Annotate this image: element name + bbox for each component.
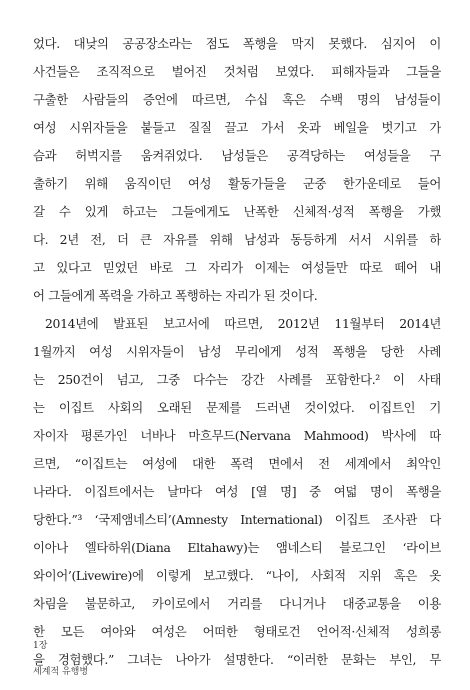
body-line: 는 이집트 사회의 오래된 문제를 드러낸 것이었다. 이집트인 기 — [33, 400, 441, 415]
body-line: 을 경험했다.” 그녀는 나아가 설명한다. “이러한 문화는 부인, 무 — [33, 652, 441, 667]
body-line: 사건들은 조직적으로 벌어진 것처럼 보였다. 피해자들과 그들을 — [33, 64, 441, 79]
paragraph-first-line: 2014년에 발표된 보고서에 따르면, 2012년 11월부터 2014년 — [45, 316, 441, 331]
body-line: 었다. 대낮의 공공장소라는 점도 폭행을 막지 못했다. 심지어 이 — [33, 36, 441, 51]
body-line: 고 있다고 믿었던 바로 그 자리가 이제는 여성들만 따로 떼어 내 — [33, 260, 441, 275]
body-line: 다. 2년 전, 더 큰 자유를 위해 남성과 동등하게 서서 시위를 하 — [33, 232, 441, 247]
body-line: 어 그들에게 폭력을 가하고 폭행하는 자리가 된 것이다. — [33, 288, 318, 303]
body-line: 와이어’(Livewire)에 이렇게 보고했다. “나이, 사회적 지위 혹은 옷 — [33, 568, 441, 583]
body-line: 구출한 사람들의 증언에 따르면, 수십 혹은 수백 명의 남성들이 — [33, 92, 441, 107]
body-line: 는 250건이 넘고, 그중 다수는 강간 사례를 포함한다.² 이 사태 — [33, 372, 441, 387]
body-line: 당한다.”³ ‘국제앰네스티’(Amnesty International) 이집트 조사관 다 — [33, 512, 441, 527]
body-line: 나라다. 이집트에서는 날마다 여성 [열 명] 중 여덟 명이 폭행을 — [33, 484, 441, 499]
footer-running-title: 세계적 유행병 — [33, 667, 89, 677]
body-line: 차림을 불문하고, 카이로에서 거리를 다니거나 대중교통을 이용 — [33, 596, 441, 611]
body-line: 자이자 평론가인 너바나 마흐무드(Nervana Mahmood) 박사에 따 — [33, 428, 441, 443]
footer-chapter: 1장 — [33, 641, 48, 651]
body-line: 르면, “이집트는 여성에 대한 폭력 면에서 전 세계에서 최악인 — [33, 456, 441, 471]
body-line: 1월까지 여성 시위자들이 남성 무리에게 성적 폭행을 당한 사례 — [33, 344, 441, 359]
body-line: 슴과 허벅지를 움켜쥐었다. 남성들은 공격당하는 여성들을 구 — [33, 148, 441, 163]
body-line: 여성 시위자들을 붙들고 질질 끌고 가서 옷과 베일을 벗기고 가 — [33, 120, 441, 135]
body-line: 출하기 위해 움직이던 여성 활동가들을 군중 한가운데로 들어 — [33, 176, 441, 191]
body-line: 한 모든 여아와 여성은 어떠한 형태로건 언어적·신체적 성희롱 — [33, 624, 441, 639]
body-line: 갈 수 있게 하고는 그들에게도 난폭한 신체적·성적 폭행을 가했 — [33, 204, 441, 219]
body-line: 이아나 엘타하위(Diana Eltahawy)는 앰네스티 블로그인 ‘라이브 — [33, 540, 441, 555]
